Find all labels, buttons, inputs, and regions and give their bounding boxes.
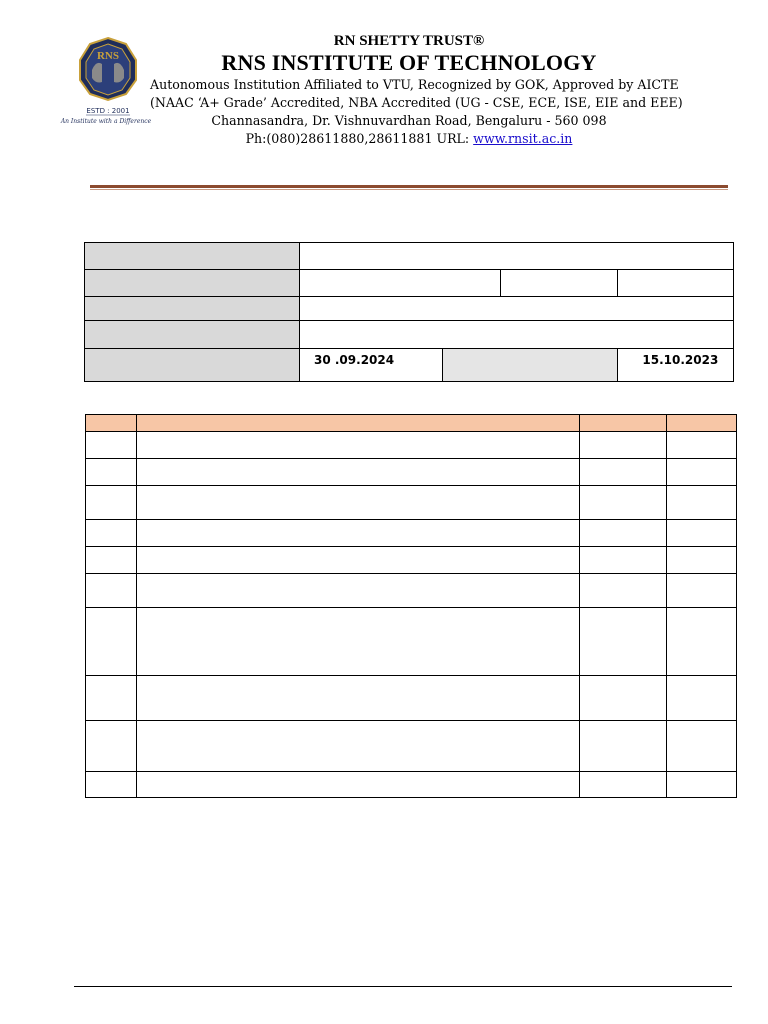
table-cell — [667, 676, 737, 721]
main-table — [85, 414, 737, 798]
table-cell — [86, 547, 137, 574]
info-table — [84, 242, 734, 382]
table-cell — [86, 459, 137, 486]
table-cell — [667, 574, 737, 608]
table-cell — [137, 520, 580, 547]
table-cell — [86, 574, 137, 608]
trust-name: RN SHETTY TRUST® — [333, 33, 485, 49]
table-cell — [580, 547, 667, 574]
logo-monogram: RNS — [96, 50, 120, 62]
table-cell — [580, 459, 667, 486]
table-cell — [667, 486, 737, 520]
table-cell — [137, 772, 580, 798]
info-value-cell — [618, 270, 734, 297]
accreditation-line: (NAAC ‘A+ Grade’ Accredited, NBA Accredited (UG - CSE, ECE, ISE, EIE and EEE) — [150, 95, 683, 110]
info-label-cell — [85, 243, 300, 270]
info-label-cell — [85, 297, 300, 321]
table-cell — [580, 676, 667, 721]
table-cell — [137, 574, 580, 608]
table-cell — [667, 772, 737, 798]
table-cell — [667, 608, 737, 676]
table-header-cell — [137, 415, 580, 432]
phone-text: Ph:(080)28611880,28611881 URL: — [245, 131, 474, 146]
table-cell — [137, 486, 580, 520]
table-cell — [137, 608, 580, 676]
header-rule-thin — [90, 189, 728, 190]
info-value-cell — [300, 321, 734, 349]
institute-name: RNS INSTITUTE OF TECHNOLOGY — [221, 50, 597, 75]
table-cell — [86, 432, 137, 459]
table-cell — [667, 459, 737, 486]
table-header-cell — [667, 415, 737, 432]
table-cell — [667, 432, 737, 459]
info-value-cell — [300, 243, 734, 270]
table-cell — [580, 721, 667, 772]
table-cell — [86, 676, 137, 721]
institute-logo — [56, 34, 160, 126]
info-label-cell-mid — [443, 349, 618, 382]
table-cell — [137, 432, 580, 459]
table-header-cell — [580, 415, 667, 432]
letterhead — [150, 32, 683, 148]
table-cell — [667, 520, 737, 547]
table-cell — [580, 608, 667, 676]
table-cell — [86, 608, 137, 676]
affiliation-line: Autonomous Institution Affiliated to VTU, Recognized by GOK, Approved by AICTE — [150, 77, 679, 92]
table-cell — [580, 486, 667, 520]
table-cell — [86, 520, 137, 547]
logo-tagline: An Institute with a Difference — [60, 118, 152, 125]
info-label-cell — [85, 270, 300, 297]
table-cell — [667, 547, 737, 574]
table-cell — [86, 772, 137, 798]
table-cell — [137, 547, 580, 574]
table-cell — [580, 432, 667, 459]
header-rule — [90, 185, 728, 188]
table-header-cell — [86, 415, 137, 432]
logo-estd: ESTD : 2001 — [86, 107, 130, 115]
table-cell — [137, 459, 580, 486]
table-cell — [137, 721, 580, 772]
info-value-cell — [300, 270, 501, 297]
table-cell — [137, 676, 580, 721]
info-label-cell — [85, 349, 300, 382]
info-value-cell — [300, 297, 734, 321]
table-cell — [667, 721, 737, 772]
table-cell — [86, 721, 137, 772]
info-value-cell — [501, 270, 618, 297]
info-label-cell — [85, 321, 300, 349]
table-cell — [580, 772, 667, 798]
contact-line — [150, 130, 668, 148]
footer-rule — [74, 986, 732, 987]
website-link[interactable]: www.rnsit.ac.in — [473, 131, 573, 146]
date-value-2: 15.10.2023 — [618, 349, 734, 382]
table-cell — [86, 486, 137, 520]
address-line: Channasandra, Dr. Vishnuvardhan Road, Bengaluru - 560 098 — [211, 113, 607, 128]
date-value-1: 30 .09.2024 — [300, 349, 443, 382]
table-cell — [580, 520, 667, 547]
table-cell — [580, 574, 667, 608]
